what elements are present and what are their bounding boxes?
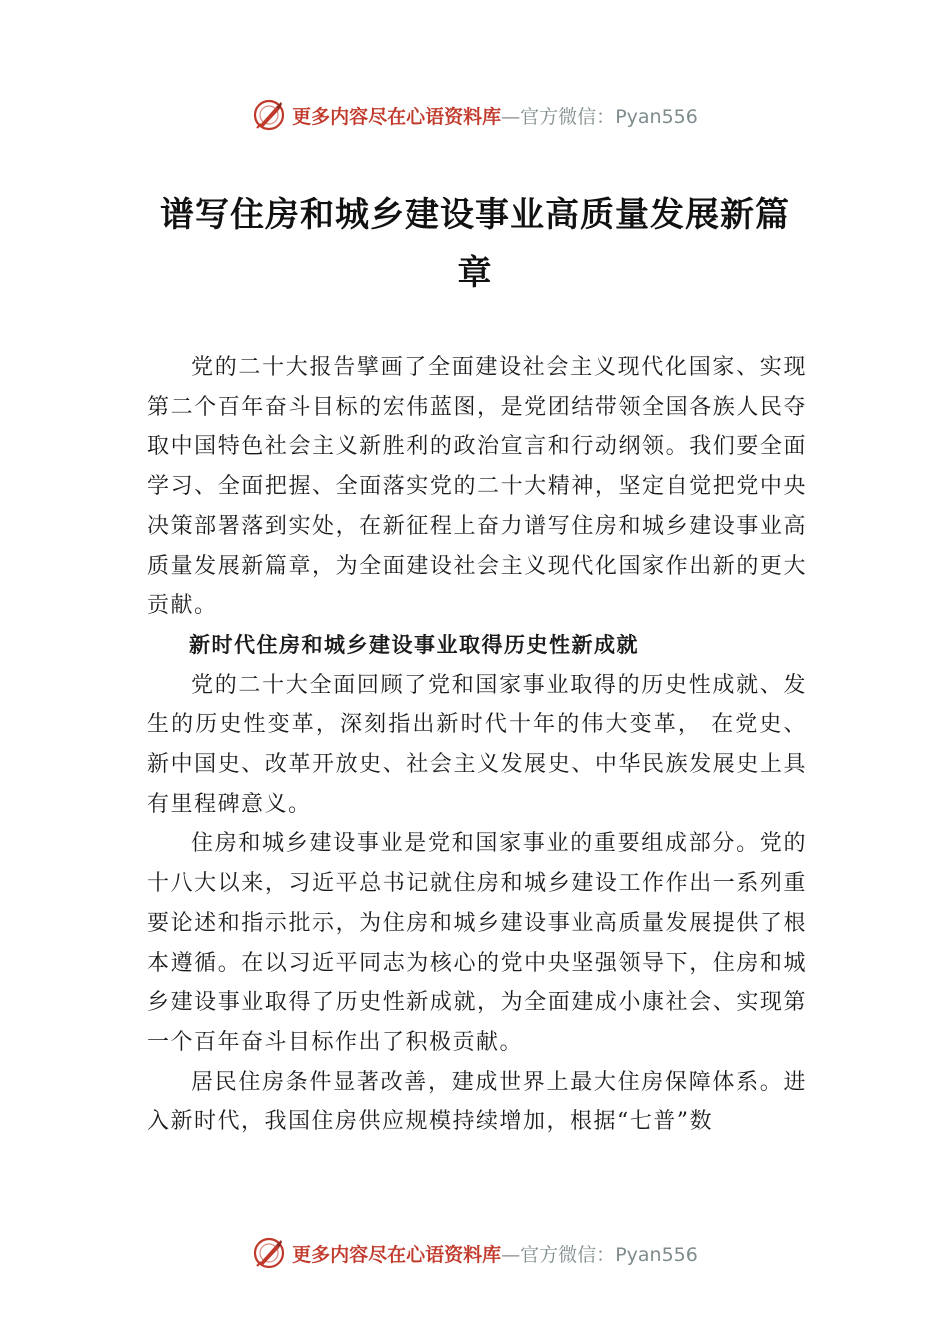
section-paragraph: 党的二十大全面回顾了党和国家事业取得的历史性成就、发生的历史性变革，深刻指出新时代十年的伟大变革， 在党史、新中国史、改革开放史、社会主义发展史、中华民族发展史上具有里程碑意义。 (147, 672, 807, 817)
watermark-handle: Pyan556 (615, 105, 698, 128)
quill-pen-icon (252, 1236, 286, 1270)
quill-pen-icon (252, 98, 286, 132)
watermark-separator: — (501, 1243, 521, 1266)
title-line-1: 谱写住房和城乡建设事业高质量发展新篇 (160, 195, 790, 235)
watermark-label: 官方微信： (520, 1243, 616, 1266)
watermark-handle: Pyan556 (615, 1243, 698, 1266)
watermark-main: 更多内容尽在心语资料库 (292, 105, 502, 128)
footer-watermark (0, 1233, 950, 1273)
watermark-text (292, 1240, 698, 1267)
header-watermark (0, 95, 950, 135)
intro-paragraph: 党的二十大报告擘画了全面建设社会主义现代化国家、实现第二个百年奋斗目标的宏伟蓝图，是党团结带领全国各族人民夺取中国特色社会主义新胜利的政治宣言和行动纲领。我们要全面学习、全面把握、全面落实党的二十大精神，坚定自觉把党中央决策部署落到实处，在新征程上奋力谱写住房和城乡建设事业高质量发展新篇章，为全面建设社会主义现代化国家作出新的更大贡献。 (147, 355, 807, 619)
document-body (147, 348, 807, 1142)
watermark-separator: — (501, 105, 521, 128)
watermark-main: 更多内容尽在心语资料库 (292, 1243, 502, 1266)
watermark-text (292, 102, 698, 129)
section-heading: 新时代住房和城乡建设事业取得历史性新成就 (189, 632, 639, 657)
title-line-2: 章 (457, 253, 493, 293)
watermark-label: 官方微信： (520, 105, 616, 128)
section-paragraph: 居民住房条件显著改善，建成世界上最大住房保障体系。进入新时代，我国住房供应规模持续增加，根据“七普”数 (147, 1069, 807, 1135)
section-paragraph: 住房和城乡建设事业是党和国家事业的重要组成部分。党的十八大以来，习近平总书记就住房和城乡建设工作作出一系列重要论述和指示批示，为住房和城乡建设事业高质量发展提供了根本遵循。在以习近平同志为核心的党中央坚强领导下，住房和城乡建设事业取得了历史性新成就，为全面建成小康社会、实现第一个百年奋斗目标作出了积极贡献。 (147, 831, 807, 1055)
document-title (0, 186, 950, 302)
